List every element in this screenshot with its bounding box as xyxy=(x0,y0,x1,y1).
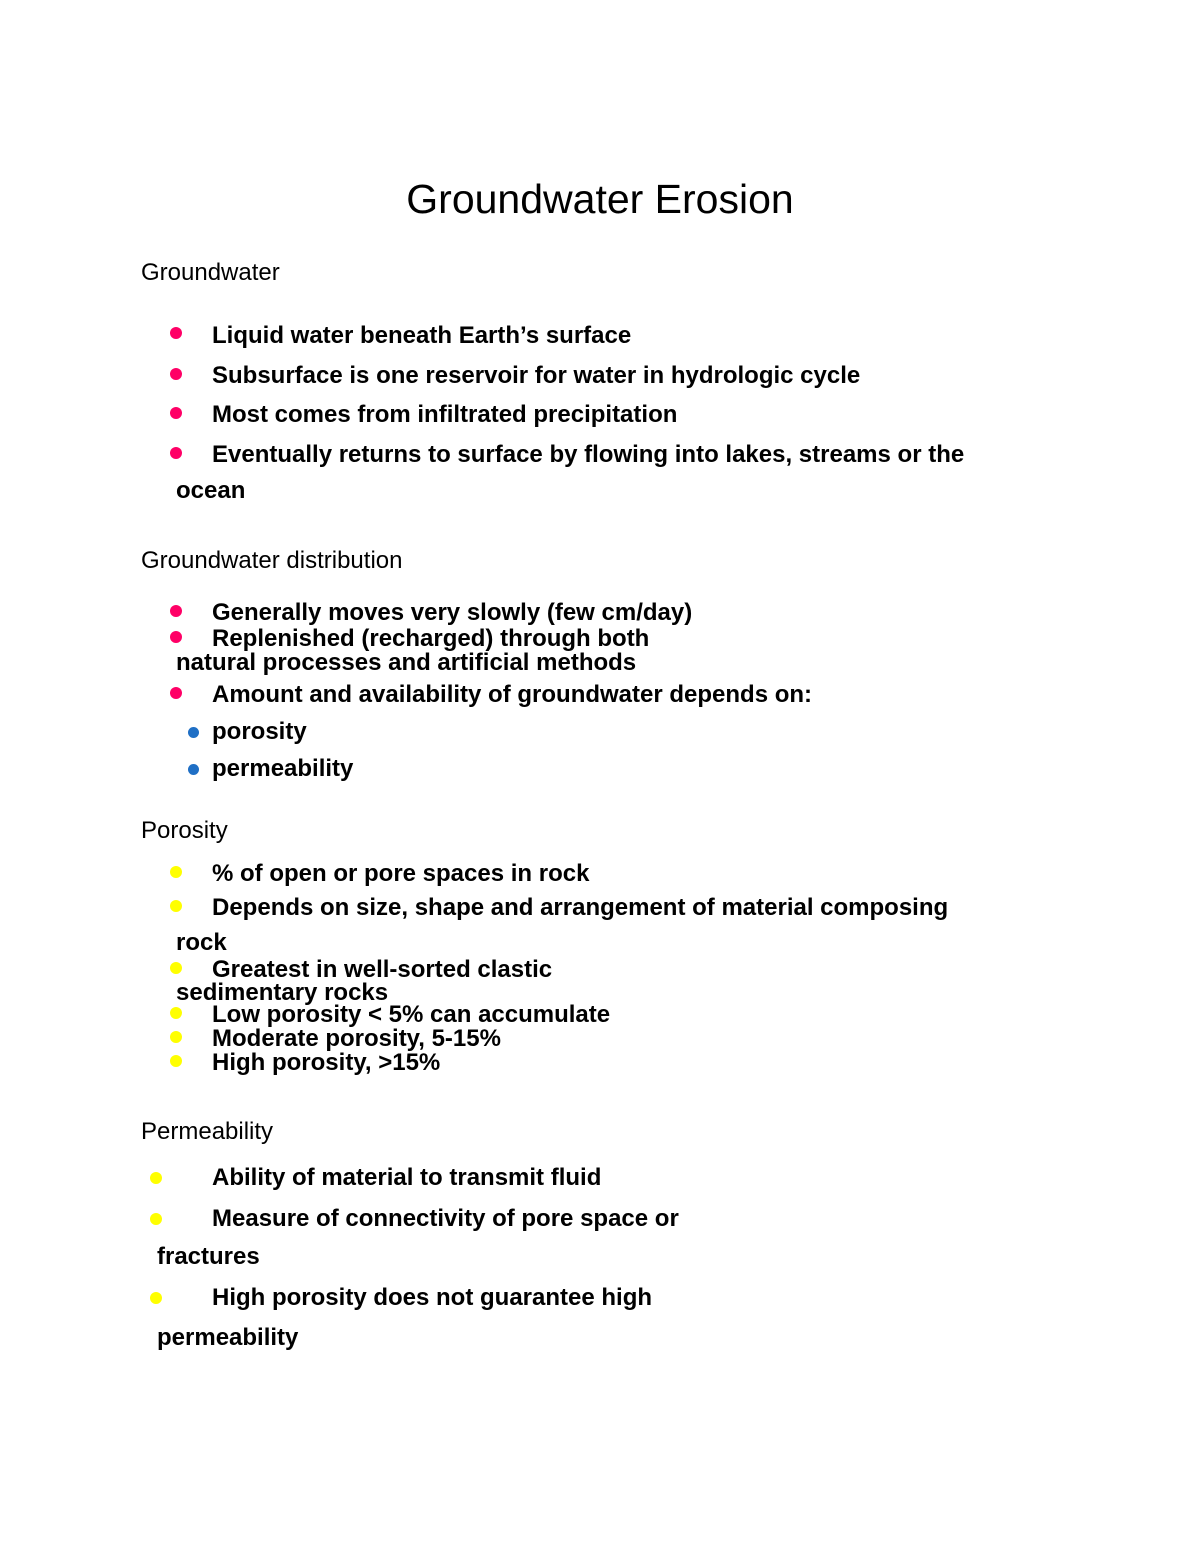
bullet-icon xyxy=(170,1055,182,1067)
list-item-continuation: rock xyxy=(176,929,227,956)
list-item-continuation: permeability xyxy=(157,1324,299,1351)
bullet-icon xyxy=(170,1007,182,1019)
bullet-icon xyxy=(170,866,182,878)
bullet-icon xyxy=(170,407,182,419)
bullet-icon xyxy=(170,631,182,643)
bullet-icon xyxy=(150,1172,162,1184)
section-heading-groundwater: Groundwater xyxy=(141,259,280,286)
bullet-icon xyxy=(150,1292,162,1304)
bullet-icon xyxy=(170,447,182,459)
bullet-icon xyxy=(170,962,182,974)
bullet-icon xyxy=(170,900,182,912)
sub-bullet-icon xyxy=(188,727,199,738)
list-item-continuation: fractures xyxy=(157,1243,260,1270)
bullet-icon xyxy=(170,368,182,380)
bullet-icon xyxy=(170,687,182,699)
bullet-icon xyxy=(150,1213,162,1225)
sub-bullet-icon xyxy=(188,764,199,775)
section-heading-groundwater-distribution: Groundwater distribution xyxy=(141,547,403,574)
section-heading-porosity: Porosity xyxy=(141,817,228,844)
list-item-continuation: ocean xyxy=(176,477,246,504)
list-item-continuation: sedimentary rocks xyxy=(176,979,389,1006)
bullet-icon xyxy=(170,605,182,617)
section-heading-permeability: Permeability xyxy=(141,1118,274,1145)
page-title: Groundwater Erosion xyxy=(406,176,794,223)
list-item-continuation: natural processes and artificial methods xyxy=(176,649,637,676)
bullet-icon xyxy=(170,327,182,339)
bullet-icon xyxy=(170,1031,182,1043)
